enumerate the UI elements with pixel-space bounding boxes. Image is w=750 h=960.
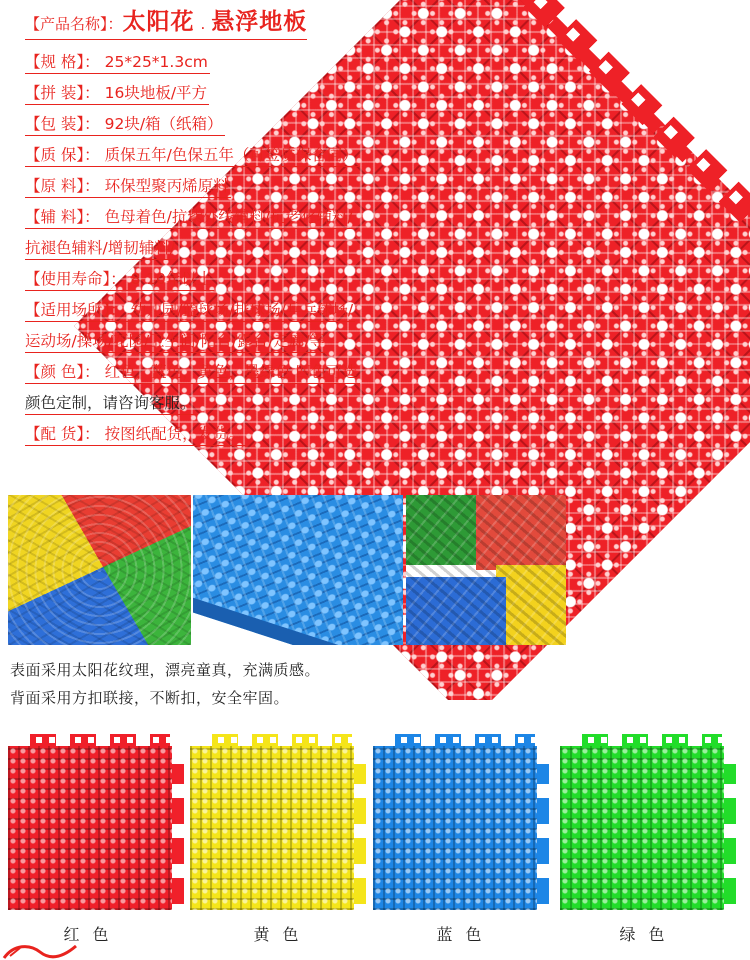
swatch-yellow-tile	[190, 746, 354, 910]
description-line-surface: 表面采用太阳花纹理，漂亮童真，充满质感。	[10, 661, 321, 679]
spec-material: 【原 料】： 环保型聚丙烯原料	[25, 170, 445, 201]
spec-venues-cont: 运动场/操场/花园/卫生间/阳台/露台/走廊/等	[25, 325, 445, 356]
spec-list	[25, 8, 445, 449]
swatch-green-label: 绿 色	[619, 925, 669, 944]
product-name-value-2: 悬浮地板	[211, 9, 308, 35]
spec-warranty: 【质 保】： 质保五年/色保五年（可签质保合同）	[25, 139, 445, 170]
spec-assembly: 【拼 装】： 16块地板/平方	[25, 77, 445, 108]
spec-size: 【规 格】： 25*25*1.3cm	[25, 46, 445, 77]
interlock-closeup-photo	[406, 495, 566, 645]
description-line-back: 背面采用方扣联接，不断扣，安全牢固。	[10, 689, 290, 707]
decorative-curl-icon	[0, 940, 80, 960]
product-name-value-1: 太阳花	[122, 9, 195, 35]
product-name-line	[25, 8, 445, 46]
blue-tile-slab	[193, 495, 403, 645]
product-description	[10, 656, 320, 712]
swatch-red	[8, 734, 184, 910]
spec-additives-cont: 抗褪色辅料/增韧辅料/	[25, 232, 445, 263]
spec-packaging: 【包 装】： 92块/箱（纸箱）	[25, 108, 445, 139]
blue-tile-closeup-photo	[193, 495, 403, 645]
swatch-yellow-label: 黄 色	[253, 925, 303, 944]
swatch-green-tile	[560, 746, 724, 910]
swatch-blue	[373, 734, 549, 910]
swatch-yellow	[190, 734, 366, 910]
product-name-separator: .	[200, 15, 206, 33]
spec-lifespan: 【使用寿命】： 8-10年以上	[25, 263, 445, 294]
spec-venues: 【适用场所】： 幼儿园/篮球场/排球场/乒乓球场/	[25, 294, 445, 325]
swatch-green	[560, 734, 736, 910]
spec-delivery: 【配 货】： 按图纸配货，发货。	[25, 418, 445, 449]
spec-colors-custom: 颜色定制，请咨询客服。	[25, 387, 445, 418]
spec-colors: 【颜 色】： 红色，蓝色，黄色，墨绿色 四色可选	[25, 356, 445, 387]
swatch-blue-label: 蓝 色	[436, 925, 486, 944]
product-name-underline	[25, 11, 307, 40]
spec-additives: 【辅 料】： 色母着色/抗紫外线辅料/抗老化辅料/	[25, 201, 445, 232]
swatch-blue-tile	[373, 746, 537, 910]
swatch-red-tile	[8, 746, 172, 910]
swatch-red-label: 红 色	[63, 925, 113, 944]
product-name-label: 【产品名称】：	[25, 15, 123, 33]
four-color-tiles-photo	[8, 495, 191, 645]
